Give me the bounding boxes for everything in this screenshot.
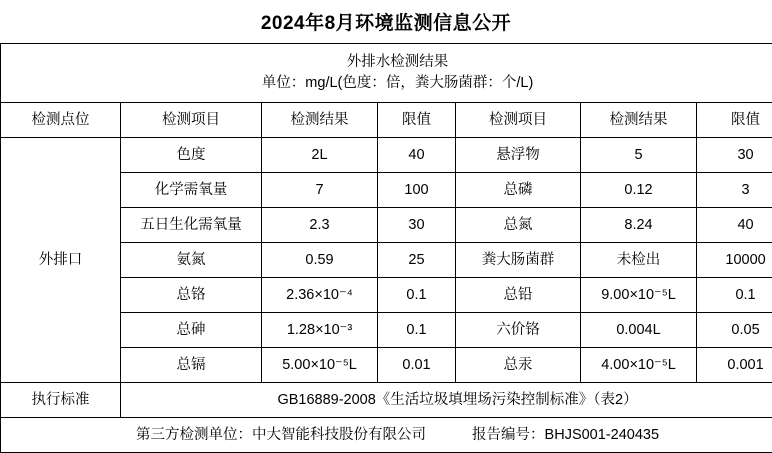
table-header-row bbox=[1, 103, 772, 138]
column-header-limit-1: 限值 bbox=[378, 103, 456, 138]
cell-item-2: 总氮 bbox=[456, 208, 581, 243]
cell-limit-2: 0.1 bbox=[697, 278, 772, 313]
cell-result-1: 0.59 bbox=[262, 243, 378, 278]
cell-item-2: 粪大肠菌群 bbox=[456, 243, 581, 278]
cell-item-1: 总砷 bbox=[121, 313, 262, 348]
cell-limit-1: 0.01 bbox=[378, 348, 456, 383]
table-subheader-row bbox=[1, 44, 772, 103]
cell-limit-1: 30 bbox=[378, 208, 456, 243]
cell-item-2: 总磷 bbox=[456, 173, 581, 208]
cell-limit-2: 0.001 bbox=[697, 348, 772, 383]
cell-result-1: 7 bbox=[262, 173, 378, 208]
cell-result-1: 2.3 bbox=[262, 208, 378, 243]
cell-limit-1: 40 bbox=[378, 138, 456, 173]
cell-item-1: 五日生化需氧量 bbox=[121, 208, 262, 243]
cell-result-1: 2.36×10⁻⁴ bbox=[262, 278, 378, 313]
cell-result-2: 9.00×10⁻⁵L bbox=[581, 278, 697, 313]
footer-row bbox=[1, 418, 772, 453]
standard-value: GB16889-2008《生活垃圾填埋场污染控制标准》（表2） bbox=[121, 383, 772, 418]
monitoring-data-table bbox=[0, 43, 772, 453]
column-header-item-1: 检测项目 bbox=[121, 103, 262, 138]
column-header-result-1: 检测结果 bbox=[262, 103, 378, 138]
column-header-limit-2: 限值 bbox=[697, 103, 772, 138]
column-header-point: 检测点位 bbox=[1, 103, 121, 138]
standard-row bbox=[1, 383, 772, 418]
cell-result-2: 8.24 bbox=[581, 208, 697, 243]
cell-item-1: 化学需氧量 bbox=[121, 173, 262, 208]
table-subheader bbox=[1, 44, 772, 103]
cell-result-1: 5.00×10⁻⁵L bbox=[262, 348, 378, 383]
table-row bbox=[1, 138, 772, 173]
cell-item-1: 总铬 bbox=[121, 278, 262, 313]
report-number: 报告编号：BHJS001-240435 bbox=[472, 425, 659, 446]
cell-limit-1: 0.1 bbox=[378, 278, 456, 313]
standard-label: 执行标准 bbox=[1, 383, 121, 418]
cell-result-2: 5 bbox=[581, 138, 697, 173]
cell-result-1: 2L bbox=[262, 138, 378, 173]
page-title: 2024年8月环境监测信息公开 bbox=[0, 0, 772, 43]
column-header-item-2: 检测项目 bbox=[456, 103, 581, 138]
point-label-cell: 外排口 bbox=[1, 138, 121, 383]
cell-limit-2: 10000 bbox=[697, 243, 772, 278]
testing-organization: 第三方检测单位：中大智能科技股份有限公司 bbox=[136, 425, 426, 446]
cell-result-2: 0.12 bbox=[581, 173, 697, 208]
column-header-result-2: 检测结果 bbox=[581, 103, 697, 138]
cell-item-1: 氨氮 bbox=[121, 243, 262, 278]
cell-limit-2: 3 bbox=[697, 173, 772, 208]
cell-limit-2: 30 bbox=[697, 138, 772, 173]
cell-limit-2: 0.05 bbox=[697, 313, 772, 348]
cell-result-2: 4.00×10⁻⁵L bbox=[581, 348, 697, 383]
cell-item-1: 总镉 bbox=[121, 348, 262, 383]
cell-item-2: 总汞 bbox=[456, 348, 581, 383]
cell-result-2: 未检出 bbox=[581, 243, 697, 278]
cell-result-2: 0.004L bbox=[581, 313, 697, 348]
cell-result-1: 1.28×10⁻³ bbox=[262, 313, 378, 348]
cell-item-2: 总铅 bbox=[456, 278, 581, 313]
cell-item-1: 色度 bbox=[121, 138, 262, 173]
cell-limit-1: 100 bbox=[378, 173, 456, 208]
cell-limit-1: 25 bbox=[378, 243, 456, 278]
subheader-line-2: 单位：mg/L(色度：倍，粪大肠菌群：个/L) bbox=[3, 73, 772, 94]
footer-cell bbox=[1, 418, 772, 453]
subheader-line-1: 外排水检测结果 bbox=[3, 52, 772, 73]
cell-item-2: 悬浮物 bbox=[456, 138, 581, 173]
cell-item-2: 六价铬 bbox=[456, 313, 581, 348]
cell-limit-1: 0.1 bbox=[378, 313, 456, 348]
cell-limit-2: 40 bbox=[697, 208, 772, 243]
